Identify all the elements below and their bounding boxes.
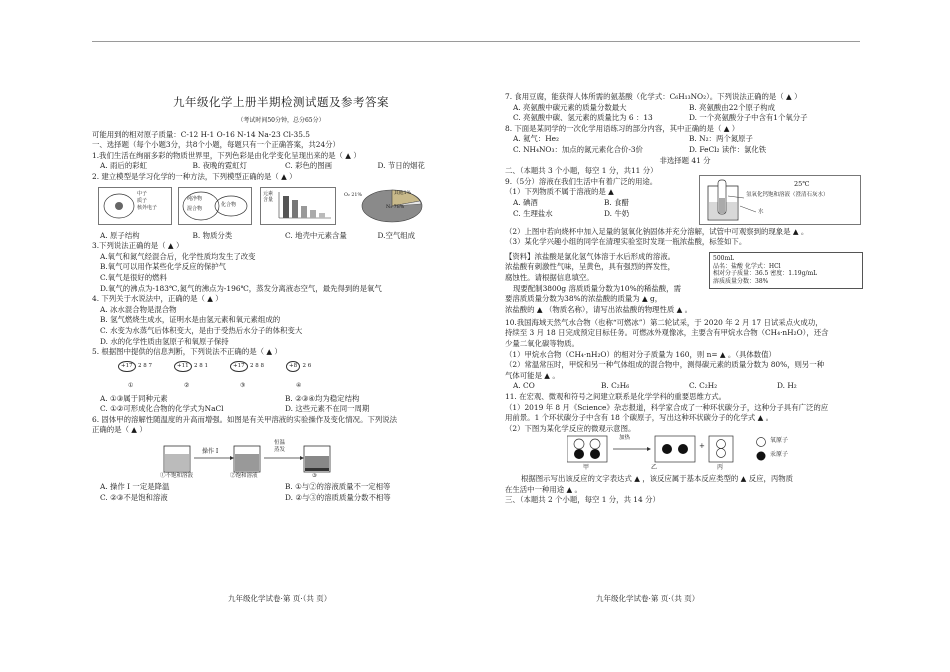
atom-4: +8 2 6	[286, 360, 330, 372]
section-2-heading: 二、（本题共 3 个小题，每空 1 分，共11 分）	[505, 166, 658, 176]
question-1: 1.我们生活在绚丽多彩的物质世界里，下列色彩是由化学变化呈现出来的是（ ▲ ）	[92, 150, 361, 160]
model-air-composition: 其他1% N₂ 78% O₂ 21%	[342, 185, 426, 227]
question-1-options	[92, 161, 470, 172]
question-6: 6. 固体甲的溶解性随温度的升高而增强。如图是有关甲溶液的实验操作及变化情况。下列说法	[92, 414, 398, 424]
legend-oxygen: 氧原子	[770, 437, 789, 445]
question-5-figure: +17 2 8 7 +11 2 8 1 +17 2 8 8 +8 2 6 ① ② ③ ④	[118, 358, 470, 394]
question-7: 7. 食用豆腐，能获得人体所需的氨基酸（化学式：C₆H₁₃NO₂）。下列说法正确的是（ ▲ ）	[505, 92, 802, 101]
legend-markers	[755, 435, 767, 465]
model-atom	[98, 187, 172, 225]
atom-diagram	[99, 188, 171, 224]
legend-mercury: 汞原子	[770, 451, 789, 459]
atom-3: +17 2 8 8	[230, 360, 282, 372]
question-5: 5. 根据图中提供的信息判断，下列说法不正确的是（ ▲ ）	[92, 347, 282, 357]
question-2-figure	[98, 185, 470, 229]
section-3-heading: 三、（本题共 2 个小题，每空 1 分，共 14 分）	[505, 495, 660, 505]
question-4: 4. 下列关于水说法中，正确的是（ ▲ ）	[92, 294, 223, 304]
question-6-figure: 操作 I 恒温蒸发 ①不饱和溶液 ②饱和溶液 ③	[162, 436, 470, 482]
crust-bar-chart	[261, 188, 335, 224]
question-3: 3.下列说法正确的是（ ▲ ）	[92, 241, 184, 251]
left-footer: 九年级化学试卷·第 页·（共 页）	[228, 594, 332, 603]
left-column: 九年级化学上册半期检测试题及参考答案 （考试时间50分钟，总分65分） 可能用到的相对原子质量：C-12 H-1 O-16 N-14 Na-23 Cl-35.5 一、选择题（每个小题3分，共8个小题，每题只有一个正确答案，共24分） 1.我们生活在绚丽多彩的物质世界里，下列色彩是由化学变化呈现出来的是（ ▲ ） A. 雨后的彩虹 B. 夜晚的霓虹灯 C. 彩色的图画 D. 节日的烟花 2. 建立模型是学习化学的一种方法，下列模型正确的是（ ▲ ） 中子 质子 核外电子 纯净物 混合物 化合物 元素含量 其他1% N₂ 78% O₂ 21% A. 原子结构 B. 物质分类 C. 地壳中元素含量 D.空气组成 3.下列说法正确的是（ ▲ ） A.氧气和氮气经混合后，化学性质均发生了改变 B.氧气可以用作某些化学反应的保护气 C.氧气是很好的燃料 D.氧气的沸点为-183℃,氮气的沸点为-196℃，蒸发分离液态空气，最先得到的是氧气 4. 下列关于水说法中，正确的是（ ▲ ） A. 冰水混合物是混合物 B. 氢气燃烧生成水，证明水是由氢元素和氧元素组成的 C. 水变为水蒸气后体积变大，是由于受热后水分子的体积变大 D. 水的化学性质由氢原子和氧原子保持 5. 根据图中提供的信息判断，下列说法不正确的是（ ▲ ） +17 2 8 7 +11 2 8 1 +17 2 8 8 +8 2 6 ① ② ③ ④ A. ①③属于同种元素 B. ②③④均为稳定结构 C. ①②可形成化合物的化学式为NaCl D. 这些元素不在同一周期 6. 固体甲的溶解性随温度的升高而增强。如图是有关甲溶液的实验操作及变化情况。下列说法 正确的是（ ▲ ） 操作 I 恒温蒸发 ①不饱和溶液 ②饱和溶液 ③ A. 操作 I 一定是降温 B. ①与②的溶液质量不一定相等 C. ②③不是饱和溶液 D. ②与③的溶质质量分数不相等	[92, 95, 470, 503]
beaker-diagram	[162, 436, 332, 476]
atom-2: +11 2 8 1	[174, 360, 226, 372]
option: A. 雨后的彩虹	[100, 161, 147, 171]
top-rule	[92, 41, 860, 42]
question-9-block: 9.（5分）溶液在我们生活中有着广泛的用途。 （1）下列物质不属于溶液的是 ▲ A. 碘酒 B. 食醋 C. 生理盐水 D. 牛奶 25℃ 氢氧化钙饱和溶液（澄清石灰水） 水 （2）上图中若向烧杯中加入足量的氢氧化钠固体并充分溶解，试管中可观察到的现象是 ▲ 。 （3）某化学兴趣小组的同学在清理实验室时发现一瓶浓盐酸，标签如下。	[505, 177, 865, 252]
model-classification: 纯净物 混合物 化合物	[178, 187, 252, 225]
question-9: 9.（5分）溶液在我们生活中有着广泛的用途。	[505, 176, 658, 186]
question-8: 8. 下面是某同学的一次化学用语练习的部分内容，其中正确的是（ ▲ ）	[505, 123, 740, 133]
option: B. 夜晚的霓虹灯	[192, 161, 247, 171]
atomic-masses: 可能用到的相对原子质量：C-12 H-1 O-16 N-14 Na-23 Cl-35.5	[92, 129, 310, 139]
hcl-info-block: 【资料】浓盐酸是氯化氢气体溶于水后形成的溶液。 浓盐酸有刺激性气味，呈黄色，具有强烈的挥发性， 腐蚀性。请根据信息填空。 现要配制3800g 溶质质量分数为10%的稀盐酸，需 要溶质质量分数为38%的浓盐酸的质量为 ▲ g， 500mL 品名：盐酸 化学式：HCl 相对分子质量：36.5 密度：1.19g/mL 溶质质量分数：38% 浓盐酸的 ▲ （物质名称），请写出浓盐酸的物理性质 ▲ 。	[505, 252, 865, 328]
right-column: 7. 食用豆腐，能获得人体所需的氨基酸（化学式：C₆H₁₃NO₂）。下列说法正确的是（ ▲ ） A. 亮氨酸中碳元素的质量分数最大 B. 亮氨酸由22个原子构成 C. 亮氨酸中碳、氢元素的质量比为 6 ：13 D. 一个亮氨酸分子中含有1个氧分子 8. 下面是某同学的一次化学用语练习的部分内容，其中正确的是（ ▲ ） A. 氦气：He₂ B. N₂：两个氮原子 C. NH₄NO₃：加点的氮元素化合价-3价 D. FeCl₂ 读作：氯化铁 非选择题 41 分 二、（本题共 3 个小题，每空 1 分，共11 分） 9.（5分）溶液在我们生活中有着广泛的用途。 （1）下列物质不属于溶液的是 ▲ A. 碘酒 B. 食醋 C. 生理盐水 D. 牛奶 25℃ 氢氧化钙饱和溶液（澄清石灰水） 水 （2）上图中若向烧杯中加入足量的氢氧化钠固体并充分溶解，试管中可观察到的现象是 ▲ 。 （3）某化学兴趣小组的同学在清理实验室时发现一瓶浓盐酸，标签如下。 【资料】浓盐酸是氯化氢气体溶于水后形成的溶液。 浓盐酸有刺激性气味，呈黄色，具有强烈的挥发性， 腐蚀性。请根据信息填空。 现要配制3800g 溶质质量分数为10%的稀盐酸，需 要溶质质量分数为38%的浓盐酸的质量为 ▲ g， 500mL 品名：盐酸 化学式：HCl 相对分子质量：36.5 密度：1.19g/mL 溶质质量分数：38% 浓盐酸的 ▲ （物质名称），请写出浓盐酸的物理性质 ▲ 。 10.我国海域天然气水合物（也称“可燃冰”）第二轮试采，于 2020 年 2 月 17 日试采点火成功， 持续至 3 月 18 日完成预定目标任务。可燃冰外观像冰，主要含有甲烷水合物（CH₄·nH₂O），还含 少量二氧化碳等物质。 （1）甲烷水合物（CH₄·nH₂O）的相对分子质量为 160，则 n= ▲ 。（具体数值） （2）常温常压时，甲烷和另一种气体组成的混合物中，测得碳元素的质量分数为 80%，则另一种 气体可能是 ▲ 。 A. CO B. C₂H₆ C. C₂H₂ D. H₂ 11. 在宏观、微观和符号之间建立联系是化学学科的重要思维方式。 （1）2019 年 8 月《Science》杂志报道，科学家合成了一种环状碳分子，这种分子具有广泛的应 用前景。1 个环状碳分子中含有 18 个碳原子，写出这种环状碳分子的化学式 ▲ 。 （2）下图为某化学反应的微观示意图。 加热 + 甲 乙 丙 氧原子 汞原子 根据图示写出该反应的文字表达式 ▲ ，该反应属于基本反应类型的 ▲ 反应，丙物质 在生活中一种用途 ▲ 。 三、（本题共 2 个小题，每空 1 分，共 14 分）	[505, 92, 865, 506]
air-pie-chart	[342, 185, 426, 227]
non-choice-heading: 非选择题 41 分	[659, 155, 711, 165]
question-2-options: A. 原子结构 B. 物质分类 C. 地壳中元素含量 D.空气组成	[100, 230, 416, 240]
atom-1: +17 2 8 7	[118, 360, 170, 372]
question-9-figure: 25℃ 氢氧化钙饱和溶液（澄清石灰水） 水	[699, 175, 861, 225]
option: C. 彩色的图画	[285, 161, 333, 171]
question-11-figure: 加热 + 甲 乙 丙 氧原子 汞原子	[505, 434, 865, 474]
test-tube-beaker	[700, 176, 860, 224]
question-11: 11. 在宏观、微观和符号之间建立联系是化学学科的重要思维方式。	[505, 391, 727, 401]
reaction-diagram	[567, 434, 767, 466]
exam-note: （考试时间50分钟，总分65分）	[237, 116, 325, 124]
model-crust-elements: 元素含量	[260, 187, 336, 225]
exam-title: 九年级化学上册半期检测试题及参考答案	[173, 95, 389, 109]
section-1-heading: 一、选择题（每个小题3分，共8个小题，每题只有一个正确答案，共24分）	[92, 140, 340, 150]
right-footer: 九年级化学试卷·第 页·（共 页）	[596, 594, 700, 603]
hcl-label: 500mL 品名：盐酸 化学式：HCl 相对分子质量：36.5 密度：1.19g/mL 溶质质量分数：38%	[709, 252, 863, 289]
option: D. 节日的烟花	[377, 161, 425, 171]
question-10: 10.我国海域天然气水合物（也称“可燃冰”）第二轮试采，于 2020 年 2 月 17 日试采点火成功，	[505, 317, 823, 327]
atom-labels: 中子 质子 核外电子	[137, 190, 158, 211]
question-2: 2. 建立模型是学习化学的一种方法，下列模型正确的是（ ▲ ）	[92, 171, 297, 181]
